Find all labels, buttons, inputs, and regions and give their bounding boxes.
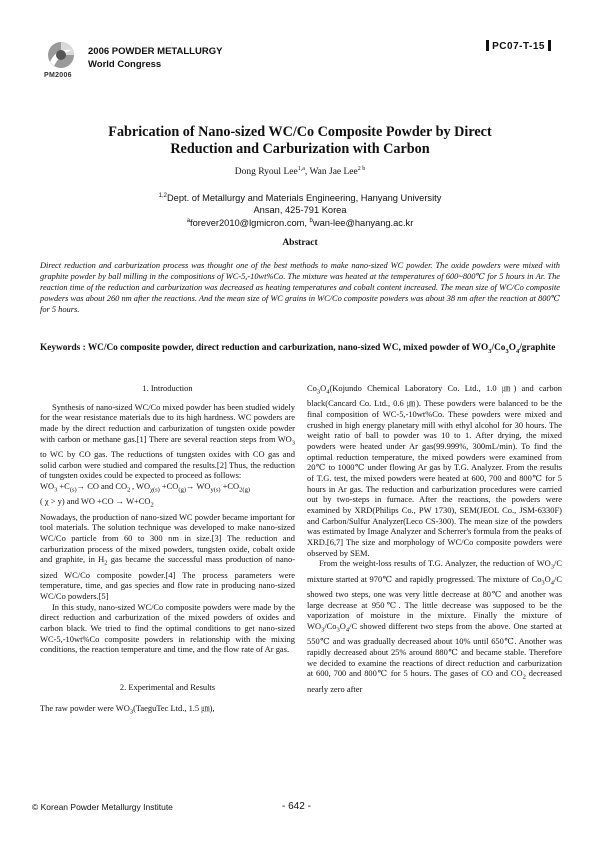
abstract-text: Direct reduction and carburization process was thought one of the best methods to make nano-sized WC powder. The oxide powders were mixed with graphite powder by ball milling in the compositions of WC-5,-10wt%Co. The mixture was heated at the temperatures of 600~800℃ for 5 hours in Ar. The reaction time of the reduction and carburization was decreased as heating temperatures and cobalt content increased. The mean size of WC/Co composite powders was about 260 nm after the reactions. And the mean size of WC grains in WC/Co composite powders was about 38 nm after the reaction at 800℃ for 5 hours. [40, 261, 560, 315]
copyright-notice: © Korean Powder Metallurgy Institute [32, 802, 173, 812]
keywords: Keywords : WC/Co composite powder, direct reduction and carburization, nano-sized WC, mixed powder of $WO_3/Co_3O_4$/graphite [40, 343, 556, 355]
title-line-2: Reduction and Carburization with Carbon [170, 141, 430, 157]
logo-caption: PM2006 [44, 72, 72, 79]
author-2: Wan Jae Lee [309, 167, 358, 178]
equation-2: ( χ > y) and WO $+CO \to W+CO_2$ [40, 496, 154, 509]
affiliation-dept: Dept. of Metallurgy and Materials Engineering, Hanyang University [166, 193, 442, 204]
author-1: Dong Ryoul Lee [234, 167, 298, 178]
abstract-heading: Abstract [282, 238, 318, 248]
paragraph: $Co_3O_4(Kojundo$ Chemical Laboratory Co. Ltd., 1.0 ㎛) and carbon black(Cancard Co. Ltd., 0.6 ㎛). These powders were balanced to be the final composition of WC-5,-10wt%Co. These powders were mixed and crushed in high energy planetary mill with ethyl alcohol for 30 hours. The weight ratio of ball to powder was 10 to 1. After drying, the mixed powders were heated under Ar gas(99.999%, 300mL/min). To find the optimal reduction temperature, the mixed powders were examined from 20℃ to 1000℃ under flowing Ar gas by T.G. Analyzer. From the results of T.G. test, the mixed powders were heated at 600, 700 and 800℃ for 5 hours in Ar gas. The reduction and carburization procedures were carried out by two-steps in furnace. After the reactions, the powders were examined by XRD(Philips Co., PW 1730), SEM(JEOL Co., JSM-6330F) and Carbon/Sulfur Analyzer(Leco CS-300). The mean size of the powders was estimated by Image Analyzer and Scherrer's formula from the peaks of XRD.[6,7] The size and morphology of WC/Co composite powders were observed by SEM. [307, 383, 562, 558]
paper-code [483, 40, 554, 52]
paragraph: The raw powder were $WO_3(TaeguTec$ Ltd., 1.5 ㎛), [40, 702, 215, 716]
affiliation: $^{1,2}$Dept. of Metallurgy and Materials Engineering, Hanyang University Ansan, 425-791 Korea $^a$forever2010@lgmicron.com, $^b$wan-lee@hanyang.ac.kr [40, 191, 560, 230]
paper-title [40, 124, 560, 158]
page-number: - 642 - [282, 801, 311, 812]
affiliation-address: Ansan, 425-791 Korea [253, 204, 347, 215]
pm2006-logo-icon [44, 40, 78, 76]
section-heading-introduction: 1. Introduction [142, 383, 193, 393]
paragraph: In this study, nano-sized WC/Co composite powders were made by the direct reduction and carburization of the mixed powders of oxides and carbon black. We tried to find the optimal conditions to get nano-sized WC-5,-10wt%Co composite powders in relationship with the mixing conditions, the reaction temperature and time, and the flow rate of Ar gas. [40, 601, 295, 655]
left-column [40, 383, 295, 718]
equation-1: $WO_3 +C_{(s)}\to$ CO and $CO_2$ , $WO_{\chi(s)} +CO_{(g)}\to WO_{y(s)} +CO_{2(g)}$ [40, 480, 250, 494]
conference-subtitle: World Congress [88, 59, 162, 70]
paper-code-text: PC07-T-15 [492, 41, 545, 52]
author-list: Dong Ryoul Lee$^{1,a}$, Wan Jae Lee$^{2 b}$ [234, 166, 366, 178]
email-a: forever2010@lgmicron.com, [190, 218, 310, 229]
email-b: wan-lee@hanyang.ac.kr [312, 218, 414, 229]
paragraph: From the weight-loss results of T.G. Analyzer, the reduction of $WO_3/C$ mixture started at 970℃ and rapidly progressed. The mixture of $Co_3O_4/C$ showed two steps, one was very little decrease at 80℃ and another was large decrease at 950℃. The little decrease was supposed to be the vaporization of moisture in the mixture. Finally the mixture of $WO_3/Co_3O_4/C$ showed different two steps from the above. One started at 550℃ and was gradually decreased about 10% until 650℃. Another was rapidly decreased about 25% around 880℃ and became stable. Therefore we decided to examine the reactions of direct reduction and carburization at 600, 700 and 800℃ for 5 hours. The gases of CO and $CO_2$ decreased nearly zero after [307, 558, 562, 694]
section-heading-experimental: 2. Experimental and Results [119, 681, 216, 692]
paragraph: Synthesis of nano-sized WC/Co mixed powder has been studied widely for the wear resistance materials due to its high hardness. WC powders are made by the direct reduction and carburization of tungsten oxide powder with carbon or methane gas.[1] There are several reaction steps from $WO_3$ to WC by CO gas. The reductions of tungsten oxides with CO gas and solid carbon were studied and compared the results.[2] Thus, the reduction of tungsten oxides could be expected to proceed as follows: [40, 401, 295, 481]
paragraph: Nowadays, the production of nano-sized WC powder became important for tool materials. The solution technique was developed to make nano-sized WC/Co particle from 60 to 300 nm in size.[3] The reduction and carburization process of the mixed powders, tungsten oxide, cobalt oxide and graphite, in $H_2$ gas became the successful mass production of nano-sized WC/Co composite powder.[4] The process parameters were temperature, time, and gas species and flow rate in producing nano-sized WC/Co powders.[5] [40, 511, 296, 601]
right-column [307, 383, 562, 694]
title-line-1: Fabrication of Nano-sized WC/Co Composite Powder by Direct [108, 124, 492, 140]
conference-title: 2006 POWDER METALLURGY [88, 46, 223, 57]
